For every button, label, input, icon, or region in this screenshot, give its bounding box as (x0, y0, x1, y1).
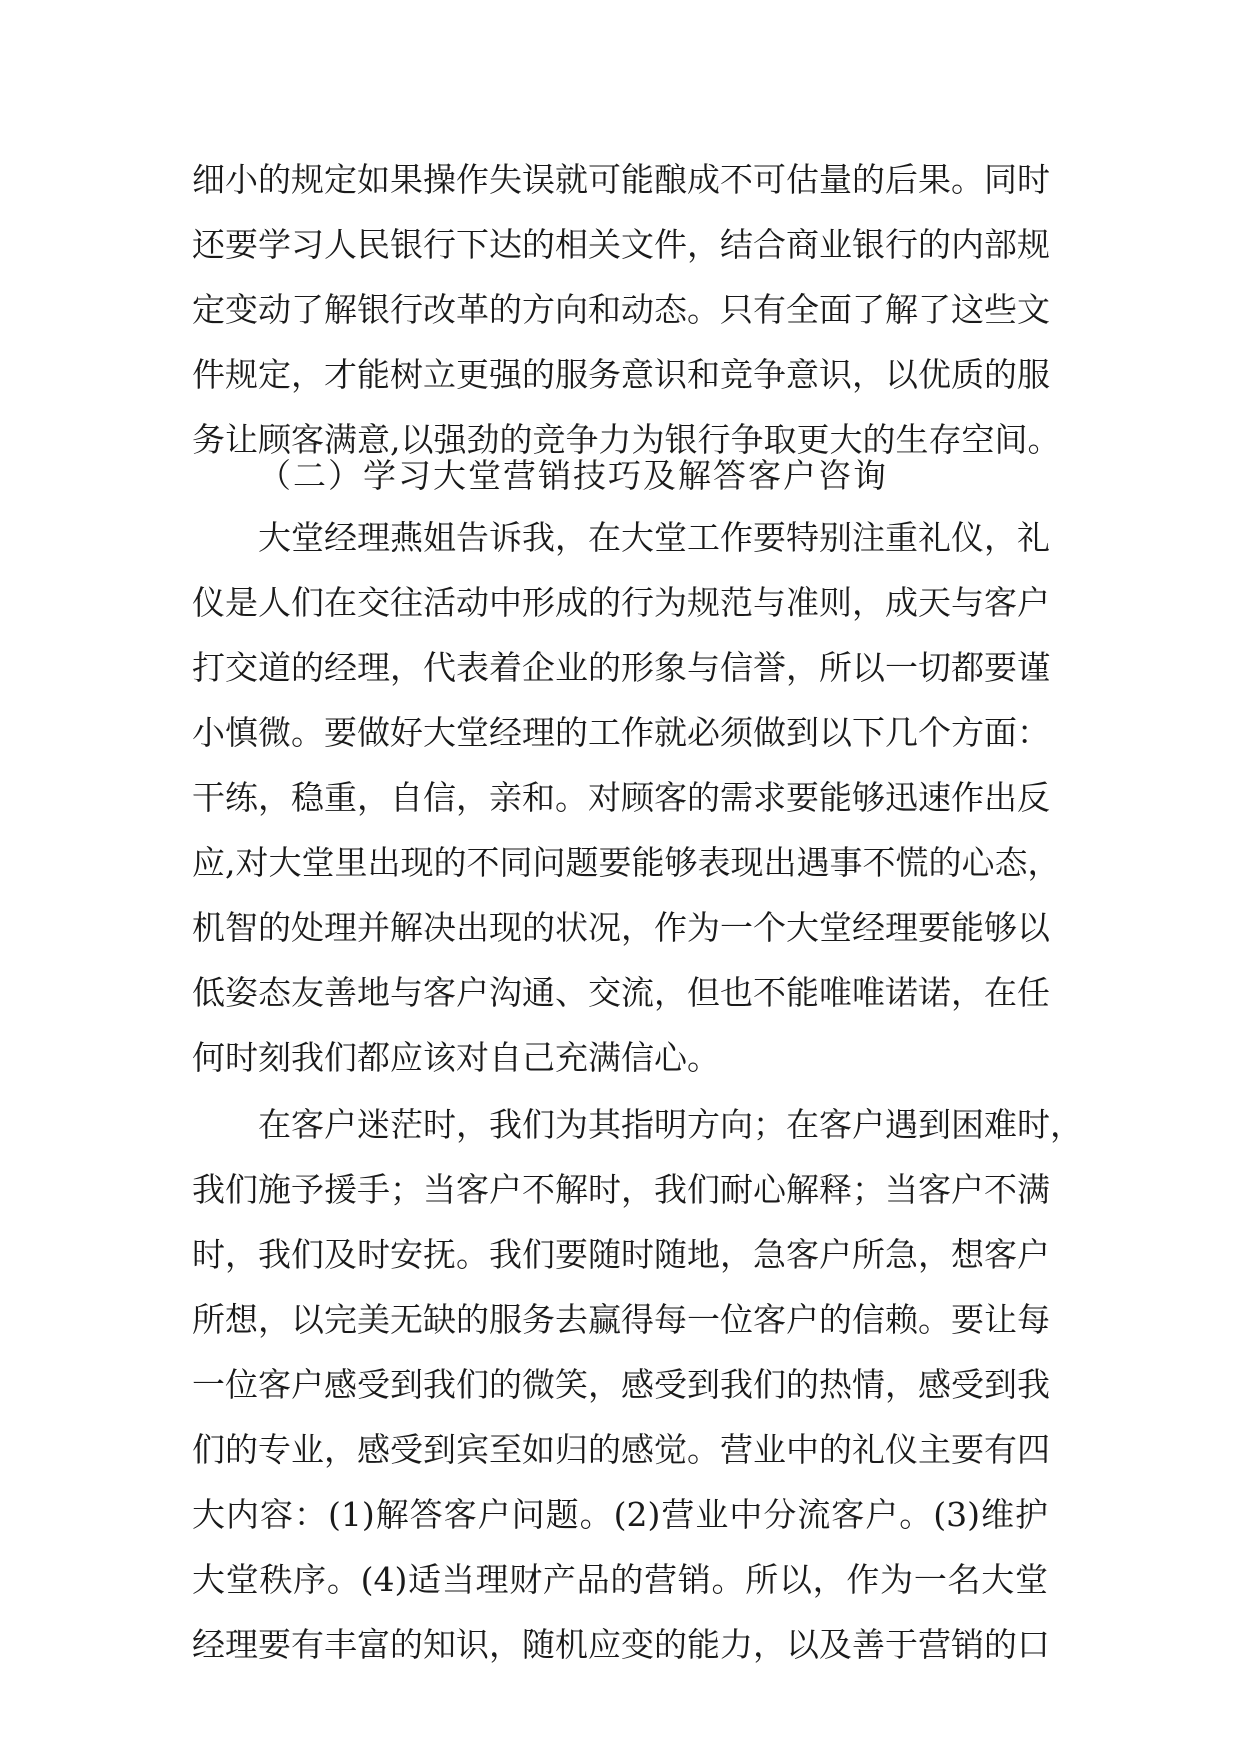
text-line: 经理要有丰富的知识，随机应变的能力，以及善于营销的口 (192, 1625, 1050, 1664)
section-heading: （二）学习大堂营销技巧及解答客户咨询 (258, 456, 888, 495)
text-line: 低姿态友善地与客户沟通、交流，但也不能唯唯诺诺，在任 (192, 973, 1050, 1012)
text-line: 大堂秩序。(4)适当理财产品的营销。所以，作为一名大堂 (192, 1560, 1048, 1599)
paragraph-first-line: 大堂经理燕姐告诉我，在大堂工作要特别注重礼仪，礼 (258, 518, 1050, 557)
text-line: 我们施予援手；当客户不解时，我们耐心解释；当客户不满 (192, 1170, 1050, 1209)
text-line: 件规定，才能树立更强的服务意识和竞争意识，以优质的服 (192, 355, 1050, 394)
text-line: 所想，以完美无缺的服务去赢得每一位客户的信赖。要让每 (192, 1300, 1050, 1339)
text-line: 机智的处理并解决出现的状况，作为一个大堂经理要能够以 (192, 908, 1050, 947)
text-line: 时，我们及时安抚。我们要随时随地，急客户所急，想客户 (192, 1235, 1050, 1274)
text-line: 定变动了解银行改革的方向和动态。只有全面了解了这些文 (192, 290, 1050, 329)
text-line: 大内容：(1)解答客户问题。(2)营业中分流客户。(3)维护 (192, 1495, 1048, 1534)
paragraph-first-line: 在客户迷茫时，我们为其指明方向；在客户遇到困难时， (258, 1105, 1083, 1144)
text-line: 们的专业，感受到宾至如归的感觉。营业中的礼仪主要有四 (192, 1430, 1050, 1469)
text-line: 还要学习人民银行下达的相关文件，结合商业银行的内部规 (192, 225, 1050, 264)
text-line: 细小的规定如果操作失误就可能酿成不可估量的后果。同时 (192, 160, 1050, 199)
text-line: 打交道的经理，代表着企业的形象与信誉，所以一切都要谨 (192, 648, 1050, 687)
text-line: 一位客户感受到我们的微笑，感受到我们的热情，感受到我 (192, 1365, 1050, 1404)
text-line: 应,对大堂里出现的不同问题要能够表现出遇事不慌的心态， (192, 843, 1061, 882)
text-line: 仪是人们在交往活动中形成的行为规范与准则，成天与客户 (192, 583, 1050, 622)
text-line: 干练，稳重，自信，亲和。对顾客的需求要能够迅速作出反 (192, 778, 1050, 817)
text-line: 小慎微。要做好大堂经理的工作就必须做到以下几个方面： (192, 713, 1050, 752)
text-line: 务让顾客满意,以强劲的竞争力为银行争取更大的生存空间。 (192, 420, 1061, 459)
paragraph-last-line: 何时刻我们都应该对自己充满信心。 (192, 1038, 720, 1077)
